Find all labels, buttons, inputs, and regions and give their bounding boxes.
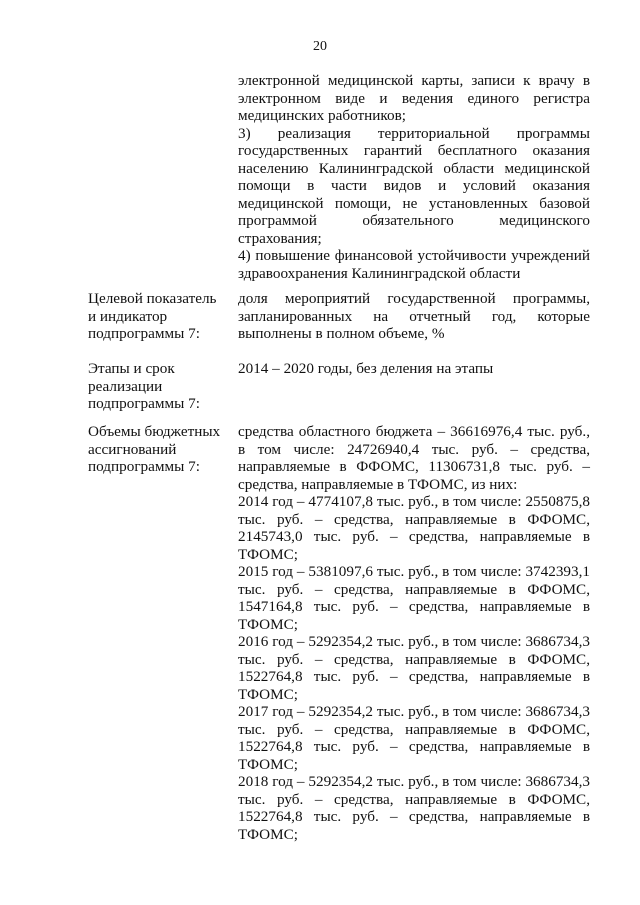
paragraph: доля мероприятий государственной программы, запланированных на отчетный год, которые выполнены в полном объеме, % — [238, 290, 590, 342]
paragraph: 2016 год – 5292354,2 тыс. руб., в том числе: 3686734,3 тыс. руб. – средства, направляемые в ФФОМС, 1522764,8 тыс. руб. – средства, направляемые в ТФОМС; — [238, 633, 590, 703]
continued-content — [238, 72, 590, 282]
paragraph: 4) повышение финансовой устойчивости учреждений здравоохранения Калининградской области — [238, 247, 590, 282]
paragraph: средства областного бюджета – 36616976,4 тыс. руб., в том числе: 24726940,4 тыс. руб. – средства, направляемые в ФФОМС, 11306731,8 тыс. руб. – средства, направляемые в ТФОМС, из них: — [238, 423, 590, 493]
row-label — [88, 423, 226, 476]
row-label-text: Объемы бюджетных ассигнований подпрограммы 7: — [88, 423, 221, 475]
paragraph: 2015 год – 5381097,6 тыс. руб., в том числе: 3742393,1 тыс. руб. – средства, направляемые в ФФОМС, 1547164,8 тыс. руб. – средства, направляемые в ТФОМС; — [238, 563, 590, 633]
paragraph: 2018 год – 5292354,2 тыс. руб., в том числе: 3686734,3 тыс. руб. – средства, направляемые в ФФОМС, 1522764,8 тыс. руб. – средства, направляемые в ТФОМС; — [238, 773, 590, 843]
paragraph: 3) реализация территориальной программы государственных гарантий бесплатного оказания населению Калининградской области медицинской помощи в части видов и условий оказания медицинской помощи, не установленных базовой программой обязательного медицинского страхования; — [238, 124, 590, 247]
paragraph: 2014 год – 4774107,8 тыс. руб., в том числе: 2550875,8 тыс. руб. – средства, направляемые в ФФОМС, 2145743,0 тыс. руб. – средства, направляемые в ТФОМС; — [238, 493, 590, 563]
paragraph: 2017 год – 5292354,2 тыс. руб., в том числе: 3686734,3 тыс. руб. – средства, направляемые в ФФОМС, 1522764,8 тыс. руб. – средства, направляемые в ТФОМС; — [238, 703, 590, 773]
row-content — [238, 360, 590, 378]
page-number: 20 — [313, 39, 327, 54]
row-content — [238, 423, 590, 843]
row-label — [88, 290, 226, 343]
paragraph: 2014 – 2020 годы, без деления на этапы — [238, 360, 494, 377]
paragraph: электронной медицинской карты, записи к врачу в электронном виде и ведения единого регистра медицинских работников; — [238, 72, 590, 124]
row-label — [88, 360, 226, 413]
row-content — [238, 290, 590, 343]
row-label-text: Целевой показатель и индикатор подпрограммы 7: — [88, 290, 217, 342]
row-label-text: Этапы и срок реализации подпрограммы 7: — [88, 360, 200, 412]
